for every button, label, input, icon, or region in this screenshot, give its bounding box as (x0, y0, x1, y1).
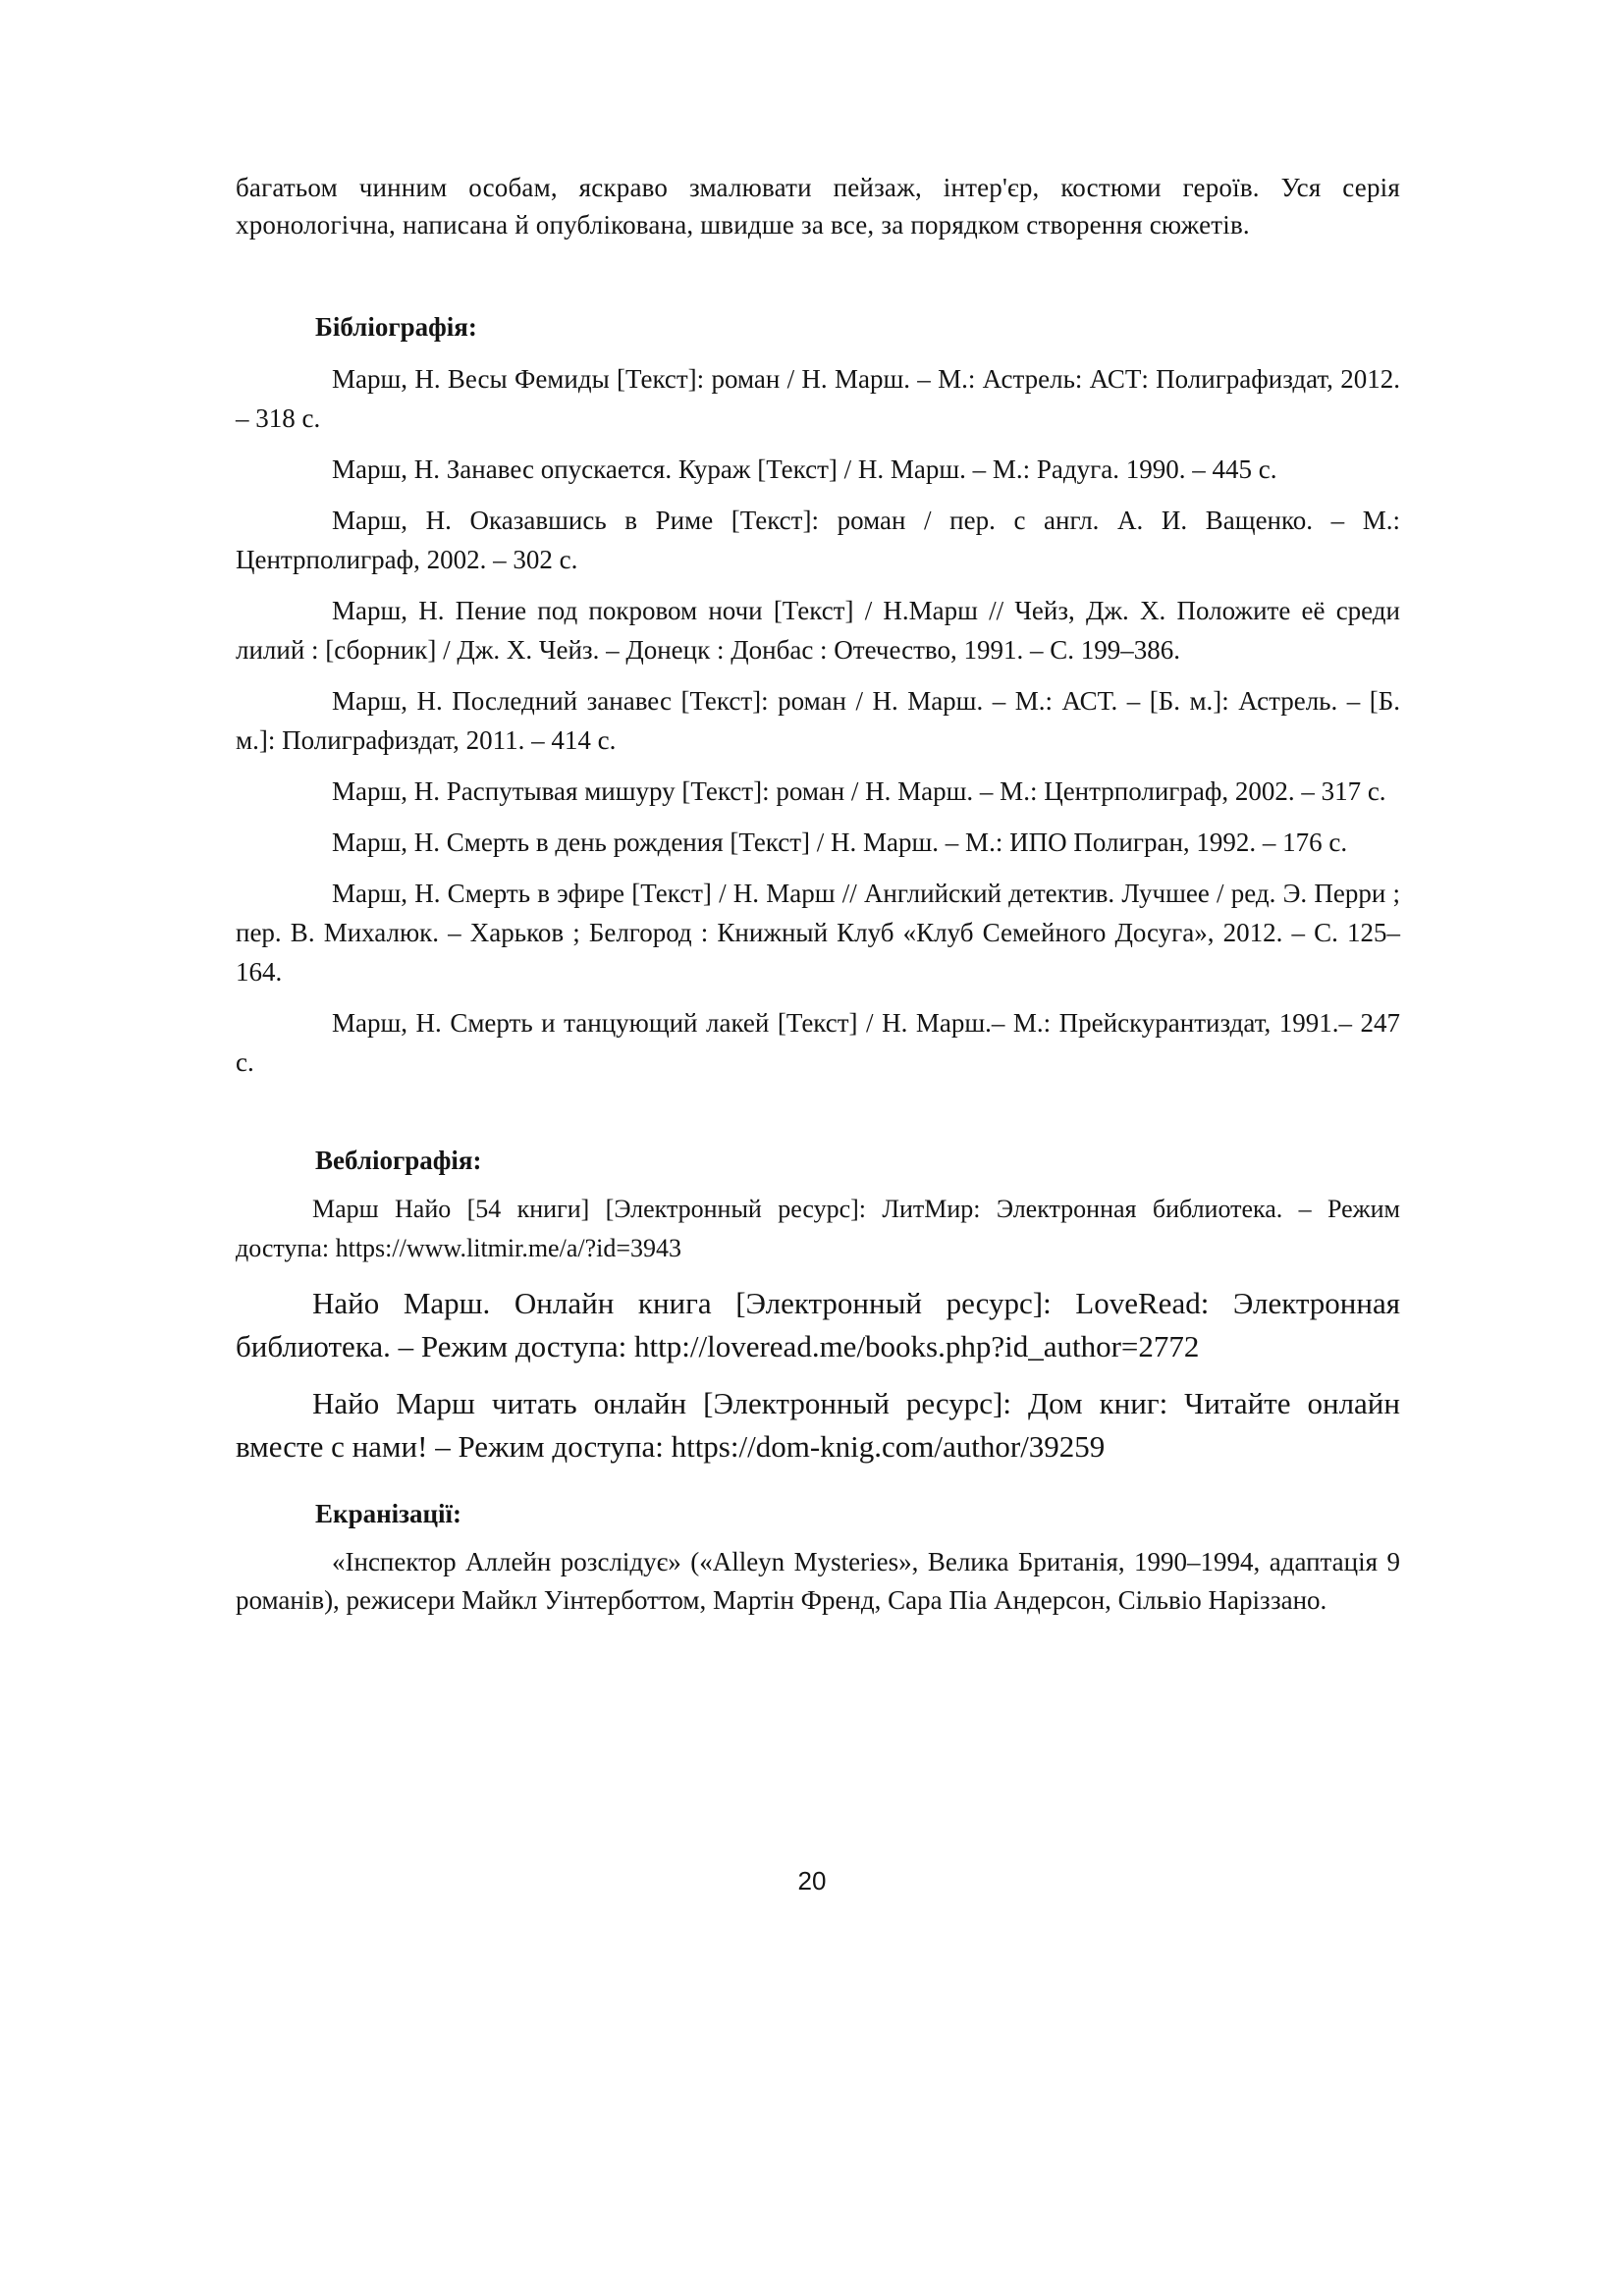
bibliography-entry: Марш, Н. Смерть в день рождения [Текст] / Н. Марш. – М.: ИПО Полигран, 1992. – 176 с. (332, 828, 1348, 857)
bibliography-entry: Марш, Н. Оказавшись в Риме [Текст]: роман / пер. с англ. А. И. Ващенко. – М.: Центрполиграф, 2002. – 302 с. (236, 506, 1400, 574)
webliography-entry: Марш Найо [54 книги] [Электронный ресурс]: ЛитМир: Электронная библиотека. – Режим доступа: https://www.litmir.me/a/?id=3943 (236, 1195, 1400, 1262)
adaptations-text: «Інспектор Аллейн розслідує» («Alleyn Mysteries», Велика Британія, 1990–1994, адаптація 9 романів), режисери Майкл Уінтерботтом, Мартін Френд, Сара Піа Андерсон, Сільвіо Наріззано. (236, 1547, 1400, 1615)
bibliography-list (236, 359, 1400, 1094)
webliography-entry: Найо Марш. Онлайн книга [Электронный ресурс]: LoveRead: Электронная библиотека. – Режим доступа: http://loveread.me/books.php?id_author=2772 (236, 1286, 1400, 1363)
webliography-heading: Вебліографія: (315, 1146, 482, 1175)
bibliography-entry: Марш, Н. Пение под покровом ночи [Текст] / Н.Марш // Чейз, Дж. Х. Положите её среди лилий : [сборник] / Дж. Х. Чейз. – Донецк : Донбас : Отечество, 1991. – С. 199–386. (236, 596, 1400, 665)
bibliography-entry: Марш, Н. Последний занавес [Текст]: роман / Н. Марш. – М.: АСТ. – [Б. м.]: Астрель. – [Б. м.]: Полиграфиздат, 2011. – 414 с. (236, 686, 1400, 755)
intro-paragraph (236, 169, 1400, 243)
bibliography-entry: Марш, Н. Смерть в эфире [Текст] / Н. Марш // Английский детектив. Лучшее / ред. Э. Перри ; пер. В. Михалюк. – Харьков ; Белгород : Книжный Клуб «Клуб Семейного Досуга», 2012. – С. 125–164. (236, 879, 1400, 987)
bibliography-heading: Бібліографія: (315, 312, 477, 342)
adaptations-heading: Екранізації: (315, 1499, 462, 1528)
webliography-list (236, 1190, 1400, 1482)
adaptations-section (236, 1543, 1400, 1620)
bibliography-entry: Марш, Н. Смерть и танцующий лакей [Текст] / Н. Марш.– М.: Прейскурантиздат, 1991.– 247 с. (236, 1008, 1400, 1077)
webliography-entry: Найо Марш читать онлайн [Электронный ресурс]: Дом книг: Читайте онлайн вместе с нами! – Режим доступа: https://dom-knig.com/author/39259 (236, 1386, 1400, 1464)
bibliography-entry: Марш, Н. Занавес опускается. Кураж [Текст] / Н. Марш. – М.: Радуга. 1990. – 445 с. (332, 454, 1277, 484)
intro-text: багатьом чинним особам, яскраво змалювати пейзаж, інтер'єр, костюми героїв. Уся серія хронологічна, написана й опублікована, швидше за все, за порядком створення сюжетів. (236, 173, 1400, 240)
page-number: 20 (797, 1866, 827, 1896)
bibliography-entry: Марш, Н. Весы Фемиды [Текст]: роман / Н. Марш. – М.: Астрель: АСТ: Полиграфиздат, 2012. – 318 с. (236, 364, 1400, 433)
bibliography-entry: Марш, Н. Распутывая мишуру [Текст]: роман / Н. Марш. – М.: Центрполиграф, 2002. – 317 с. (332, 776, 1386, 806)
